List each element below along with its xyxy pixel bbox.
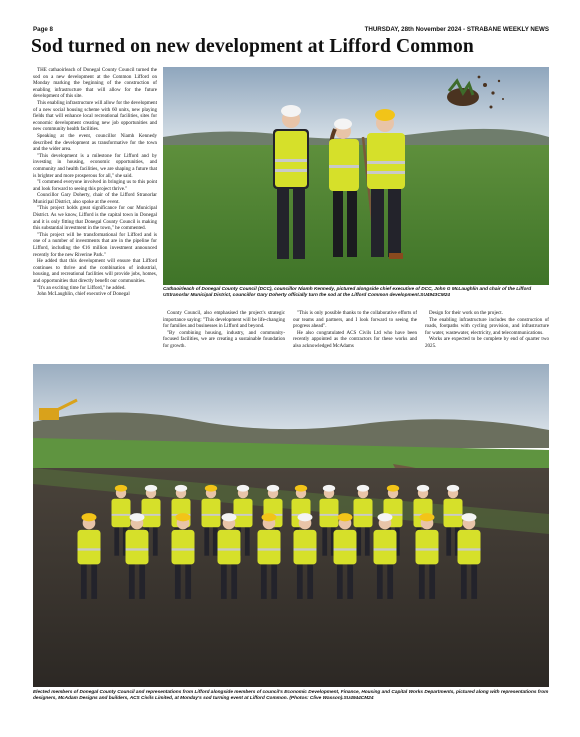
paragraph: "This project holds great significance for our Municipal District. As we know, Lifford is the capital town in Donegal and it is only fitting that Donegal County Council is making this substantial investment in the town," he commented. (33, 205, 157, 232)
paragraph: He added that this development will ensure that Lifford continues to thrive and the combination of industrial, housing, and recreational facilities will provide jobs, homes, and opportunities that directly benefit our communities. (33, 258, 157, 284)
paragraph: Works are expected to be complete by end of quarter two 2025. (425, 336, 549, 349)
paragraph: He also congratulated ACS Civils Ltd who have been recently appointed as the contractors for these works and also acknowledged McAdams (293, 329, 417, 349)
article-column-1 (33, 67, 157, 361)
article-column-4 (425, 310, 549, 364)
article-column-2 (163, 310, 285, 364)
paragraph: Speaking at the event, councillor Niamh Kennedy described the development as transformative for the town and the wider area. (33, 132, 157, 153)
paragraph: Councillor Gary Doherty, chair of the Lifford Stranorlar Municipal District, also spoke at the event. (33, 192, 157, 205)
group-photo (33, 364, 549, 687)
photo-caption: Cathaoirleach of Donegal County Council (DCC), councillor Niamh Kennedy, pictured alongside chief executive of DCC, John G McLaughlin and chair of the Lifford UStranorlar Municipal District, councillor Gary Doherty officially turn the sod at the Lifford Common development.SU4943CM24 (163, 287, 532, 298)
paragraph: "This is only possible thanks to the collaborative efforts of our teams and partners, and I look forward to seeing the progress ahead". (293, 310, 417, 330)
photo-caption: Elected members of Donegal County Council and representations from Lifford alongside members of council's Economic Development, Finance, Housing and Capital Works Departments, pictured along with representations from designers, McAdam Designs and builders, ACS Civils Limited, at Monday's sod turning event at Lifford Common. (Photos: Clive Wasson).SU4944CM24 (33, 690, 549, 701)
paragraph: "This project will be transformational for Lifford and is one of a number of investments that are in the pipeline for Lifford, including the €16 million investment announced recently for the new Riverine Park." (33, 231, 157, 258)
dateline: THURSDAY, 28th November 2024 - STRABANE WEEKLY NEWS (364, 26, 549, 33)
paragraph: County Council, also emphasised the project's strategic importance saying: "This development will be life-changing for families and businesses in Lifford and beyond. (163, 310, 285, 330)
paragraph: The enabling infrastructure includes the construction of roads, footpaths with cycling provision, and infrastructure for water, wastewater, electricity, and telecommunications. (425, 316, 549, 336)
page-header (33, 26, 549, 36)
headline: Sod turned on new development at Lifford Common (31, 36, 474, 57)
paragraph: "By combining housing, industry, and community-focused facilities, we are creating a sustainable foundation for growth. (163, 329, 285, 349)
paragraph: This enabling infrastructure will allow for the development of a new social housing scheme with 60 units, new playing fields that will enhance local recreational facilities, sites for economic development creating new job opportunities and new community health facilities. (33, 99, 157, 133)
page-number: Page 8 (33, 26, 53, 33)
paragraph: THE cathaoirleach of Donegal County Council turned the sod on a new development at the Common Lifford on Monday marking the beginning of the construction of enabling infrastructure that will allow for the future development of this site. (33, 67, 157, 100)
article-column-3 (293, 310, 417, 364)
paragraph: "It's an exciting time for Lifford," he added. (37, 284, 126, 291)
paragraph: "This development is a milestone for Lifford and by investing in housing, economic opportunities, and community and health facilities, we are shaping a future that is brighter and more prosperous for all," she said. (33, 152, 157, 179)
paragraph: "I commend everyone involved in bringing us to this point and look forward to seeing this project thrive." (33, 179, 157, 192)
sod-turning-photo (163, 67, 549, 285)
paragraph: John McLaughlin, chief executive of Donegal (37, 291, 130, 298)
paragraph: Design for their work on the project. (429, 310, 503, 316)
